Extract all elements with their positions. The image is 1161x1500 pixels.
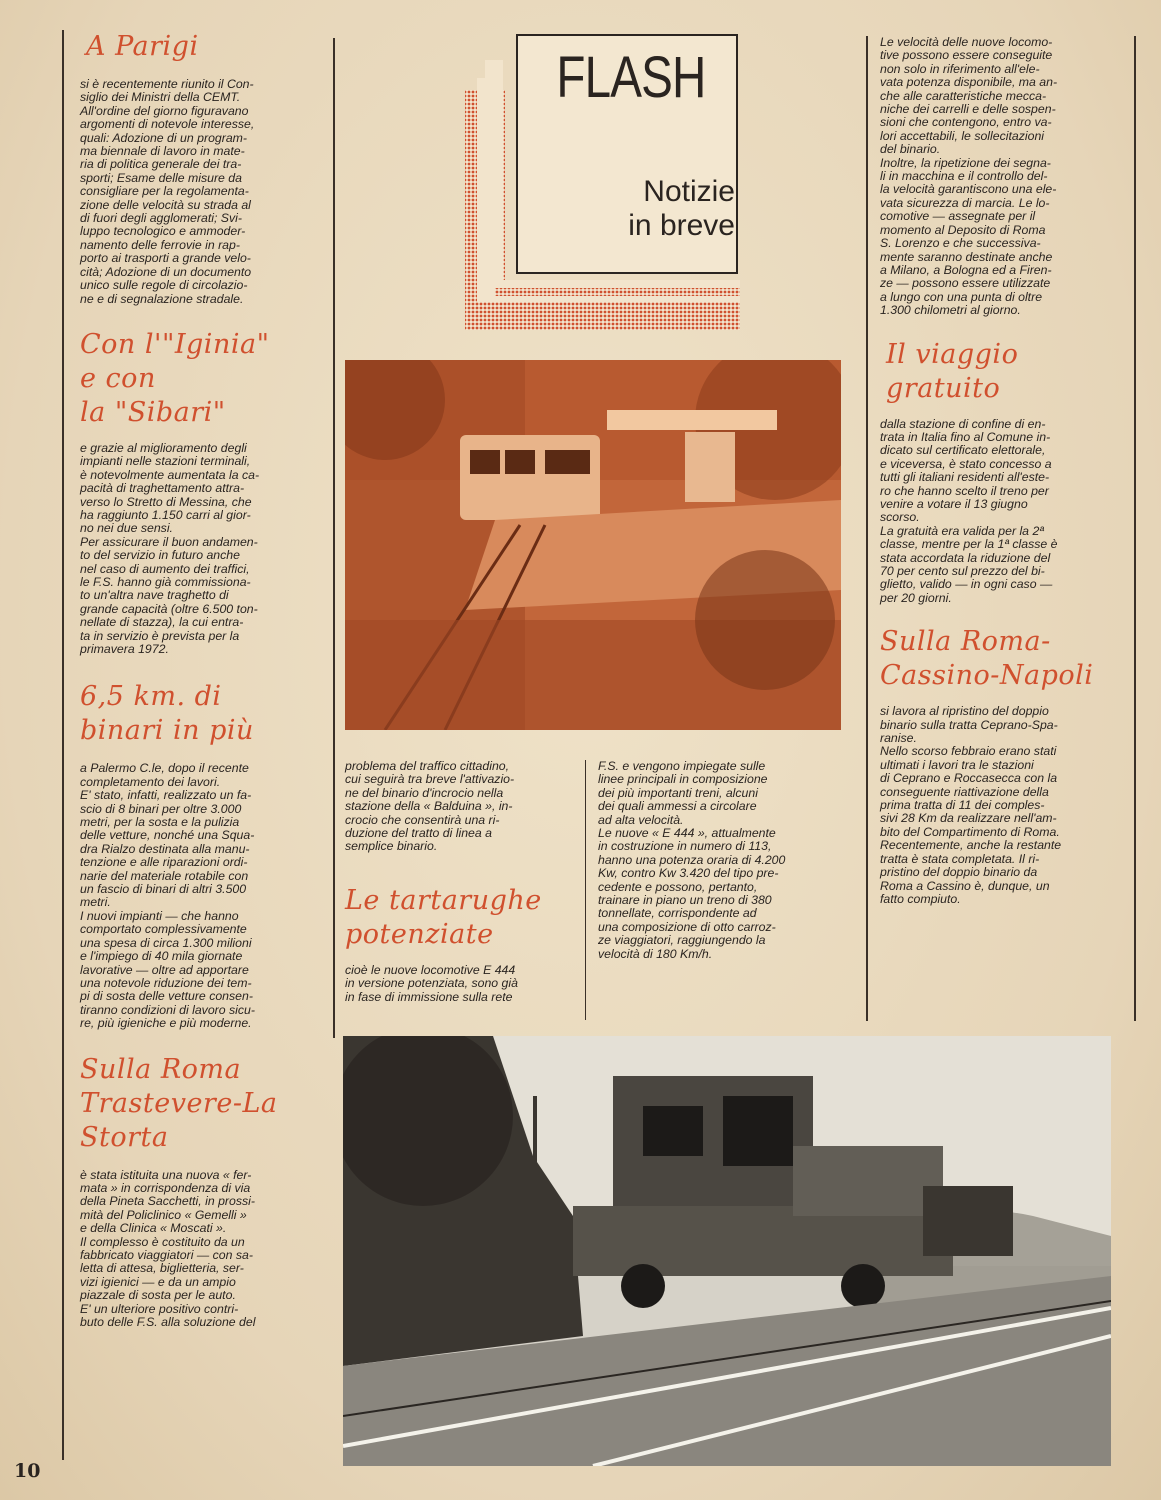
train-car	[460, 435, 600, 520]
column-middle-b	[598, 760, 844, 961]
text-cassino: si lavora al ripristino del doppio binario sulla tratta Ceprano-Spa- ranise. Nello scorso febbraio erano stati ultimati i lavori tra le stazioni di Ceprano e Roccasecca con la conseguente riattivazione della prima tratta di 11 dei comples- sivi 28 Km da realizzare nell'am- bito del Compartimento di Roma. Recentemente, anche la restante tratta è stata completata. Il ri- pristino del doppio binario da Roma a Cassino è, dunque, un fatto compiuto.	[880, 704, 1062, 906]
heading-iginia-line2: e con	[80, 362, 156, 394]
heading-binari-line2: binari in più	[80, 715, 254, 747]
text-velocita: Le velocità delle nuove locomo- tive possono essere conseguite non solo in riferimento all'ele- vata potenza disponibile, ma an- che alle caratteristiche mecca- niche dei carrelli e delle sospen- sioni che contengono, entro va- lori accettabili, le sollecitazioni del binario. Inoltre, la ripetizione dei segna- li in macchina e il controllo del- la velocità garantiscono una ele- vata sicurezza di marcia. Le lo- comotive — assegnate per il momento al Deposito di Roma S. Lorenzo e che successiva- mente saranno destinate anche a Milano, a Bologna ed a Firen- ze — possono essere utilizzate a lungo con una punta di oltre 1.300 chilometri al giorno.	[880, 35, 1058, 318]
text-parigi: si è recentemente riunito il Con- siglio dei Ministri della CEMT. All'ordine del giorno figuravano argomenti di notevole interesse, quali: Adozione di un program- ma biennale di lavoro in mate- ria di politica generale dei tra- sporti; Esame delle misure da consigliare per la regolamenta- zione delle velocità su strada al di fuori degli agglomerati; Svi- luppo tecnologico e ammoder- namento delle ferrovie in rap- porto ai trasporti a grande velo- cità; Adozione di un documento unico sulle regole di circolazio- ne e di segnalazione stradale.	[80, 77, 255, 306]
text-tartarughe: cioè le nuove locomotive E 444 in versione potenziata, sono già in fase di immissione sulla rete	[345, 962, 518, 1004]
flash-subtitle-line2: in breve	[628, 209, 735, 242]
heading-tartarughe	[345, 884, 573, 952]
heading-trastevere-line2: Trastevere-La	[80, 1087, 278, 1119]
column-middle-a	[345, 760, 573, 1004]
text-tartarughe-continued: F.S. e vengono impiegate sulle linee principali in composizione dei più importanti treni, alcuni dei quali ammessi a circolare ad alta velocità. Le nuove « E 444 », attualmente in costruzione in numero di 113, hanno una potenza oraria di 4.200 Kw, contro Kw 3.420 del tipo pre- cedente e possono, pertanto, trainare in piano un treno di 380 tonnellate, corrispondente ad una composizione di otto carroz- ze viaggiatori, raggiungendo la velocità di 180 Km/h.	[598, 759, 786, 961]
flash-title: FLASH	[556, 45, 706, 110]
column-rule-right	[1134, 36, 1136, 1021]
heading-trastevere	[80, 1053, 320, 1155]
track-machine-photo-svg	[343, 1036, 1111, 1466]
text-binari: a Palermo C.le, dopo il recente completamento dei lavori. E' stato, infatti, realizzato un fa- scio di 8 binari per oltre 3.000 metri, per la sosta e la pulizia delle vetture, nonché una Squa- dra Rialzo destinata alla manu- tenzione e alle riparazioni ordi- narie del materiale rotabile con un fascio di binari di altri 3.500 metri. I nuovi impianti — che hanno comportato complessivamente una spesa di circa 1.300 milioni e l'impiego di 40 mila giornate lavorative — oltre ad apportare una notevole riduzione dei tem- pi di sosta delle vetture consen- tiranno condizioni di lavoro sicu- re, più igieniche e più moderne.	[80, 761, 255, 1031]
heading-cassino	[880, 625, 1120, 693]
heading-viaggio	[886, 338, 1120, 406]
flash-subtitle	[605, 175, 735, 243]
heading-iginia	[80, 328, 320, 430]
heading-binari-line1: 6,5 km. di	[80, 681, 222, 713]
heading-trastevere-line1: Sulla Roma	[80, 1053, 242, 1085]
column-rule-right-inner	[866, 36, 868, 1021]
heading-trastevere-line3: Storta	[80, 1121, 169, 1153]
track-machine-body	[573, 1206, 953, 1276]
column-right	[880, 36, 1120, 906]
column-left	[80, 30, 320, 1329]
platform-shelter	[607, 410, 777, 430]
heading-viaggio-line2: gratuito	[886, 372, 1001, 404]
heading-tartarughe-line2: potenziate	[345, 918, 494, 950]
heading-cassino-line2: Cassino-Napoli	[880, 660, 1094, 692]
heading-iginia-line1: Con l'"Iginia"	[80, 328, 270, 360]
text-trastevere: è stata istituita una nuova « fer- mata » in corrispondenza di via della Pineta Sacchetti, in prossi- mità del Policlinico « Gemelli » e della Clinica « Moscati ». Il complesso è costituito da un fabbricato viaggiatori — con sa- letta di attesa, biglietteria, ser- vizi igienici — e da un ampio piazzale di sosta per le auto. E' un ulteriore positivo contri- buto delle F.S. alla soluzione del	[80, 1167, 256, 1329]
heading-viaggio-line1: Il viaggio	[886, 338, 1019, 370]
column-rule-mid	[585, 760, 586, 1020]
station-train-photo-svg	[345, 360, 841, 730]
text-trastevere-continued: problema del traffico cittadino, cui seguirà tra breve l'attivazio- ne del binario d'incrocio nella stazione della « Balduina », in- crocio che consentirà una ri- duzione del tratto di linea a semplice binario.	[345, 759, 515, 854]
track-machine-photo	[343, 1036, 1111, 1466]
text-iginia: e grazie al miglioramento degli impianti nelle stazioni terminali, è notevolmente aumentata la ca- pacità di traghettamento attra- verso lo Stretto di Messina, che ha raggiunto 1.150 carri al gior- no nei due sensi. Per assicurare il buon andamen- to del servizio in futuro anche nel caso di aumento dei traffici, le F.S. hanno già commissiona- to un'altra nave traghetto di grande capacità (oltre 6.500 ton- nellate di stazza), la cui entra- ta in servizio è prevista per la primavera 1972.	[80, 440, 260, 656]
heading-binari	[80, 680, 320, 748]
text-viaggio: dalla stazione di confine di en- trata in Italia fino al Comune in- dicato sul certificato elettorale, e viceversa, è stato concesso a tutti gli italiani residenti all'este- ro che hanno scelto il treno per venire a votare il 13 giugno scorso. La gratuità era valida per la 2ª classe, mentre per la 1ª classe è stata accordata la riduzione del 70 per cento sul prezzo del bi- glietto, valido — in ogni caso — per 20 giorni.	[880, 416, 1058, 605]
heading-cassino-line1: Sulla Roma-	[880, 626, 1051, 658]
flash-subtitle-line1: Notizie	[643, 175, 735, 208]
page-number: 10	[14, 1460, 41, 1482]
station-train-photo	[345, 360, 841, 730]
column-rule-left-inner	[333, 38, 335, 1038]
heading-parigi: A Parigi	[86, 31, 199, 62]
heading-tartarughe-line1: Le tartarughe	[345, 884, 542, 916]
column-rule-left	[62, 30, 64, 1460]
flash-logo	[455, 30, 755, 330]
heading-iginia-line3: la "Sibari"	[80, 396, 226, 428]
